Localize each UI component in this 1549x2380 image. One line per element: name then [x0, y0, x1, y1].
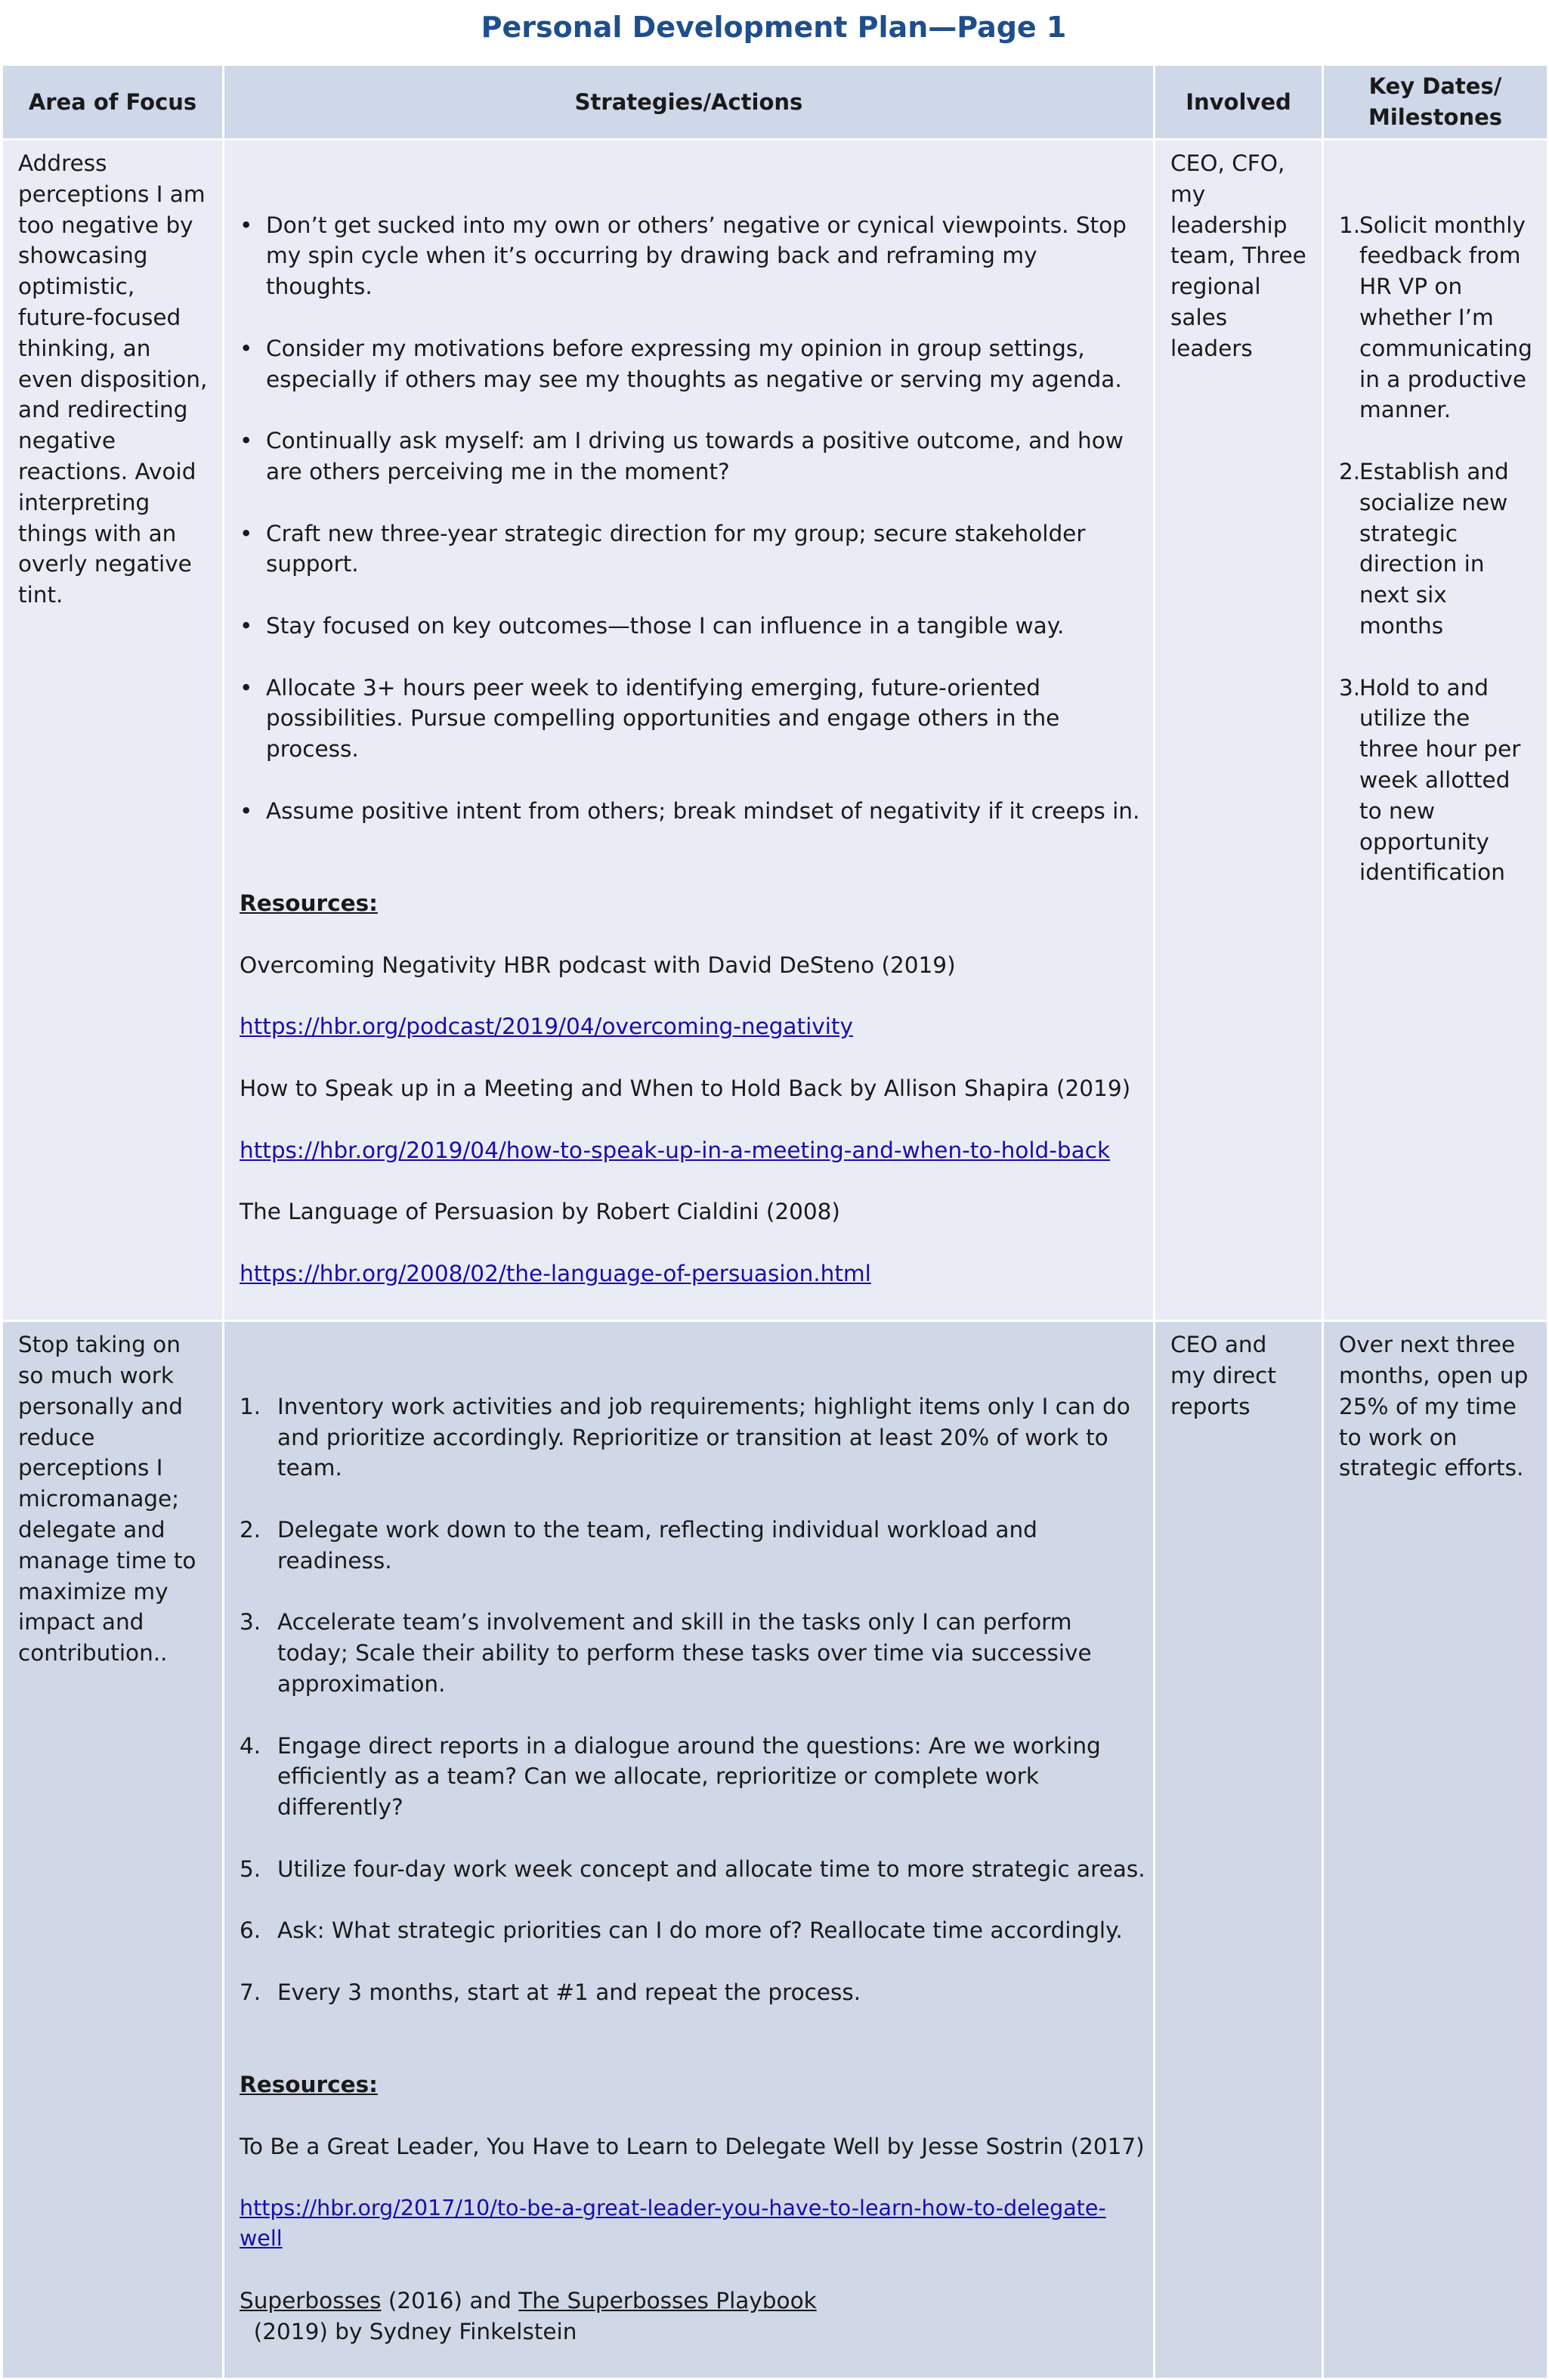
- plan-table: [1, 63, 1549, 2380]
- table-row: [2, 1321, 1548, 2379]
- strategy-item: 7. Every 3 months, start at #1 and repeat the process.: [240, 1979, 861, 2006]
- resource-title: The Language of Persuasion by Robert Cialdini (2008): [240, 1199, 840, 1225]
- book-title: Superbosses: [240, 2287, 382, 2313]
- strategy-item: • Consider my motivations before expressing my opinion in group settings, especially if others may see my thoughts as negative or serving my agenda.: [240, 333, 1146, 395]
- area-text: Stop taking on so much work personally and reduce perceptions I micromanage; delegate and manage time to maximize my impact and contribution..: [18, 1332, 196, 1667]
- header-key-dates-line1: Key Dates/: [1368, 73, 1502, 99]
- strategy-item: 6. Ask: What strategic priorities can I do more of? Reallocate time accordingly.: [240, 1917, 1123, 1944]
- resource-link[interactable]: https://hbr.org/podcast/2019/04/overcoming-negativity: [240, 1014, 853, 1040]
- book-title: The Superbosses Playbook: [518, 2287, 817, 2313]
- strategy-item: 1. Inventory work activities and job requirements; highlight items only I can do and prioritize accordingly. Reprioritize or transition at least 20% of work to team.: [240, 1393, 1130, 1481]
- milestones-cell: [1323, 1321, 1548, 2379]
- strategies-cell: [224, 1321, 1155, 2379]
- strategy-item: • Continually ask myself: am I driving us towards a positive outcome, and how are others perceiving me in the moment?: [240, 426, 1146, 487]
- strategy-item: 2. Delegate work down to the team, reflecting individual workload and readiness.: [240, 1517, 1037, 1574]
- milestone-list: [1339, 179, 1533, 919]
- header-area: Area of Focus: [2, 65, 224, 140]
- milestones-cell: [1323, 140, 1548, 1321]
- strategies-cell: [224, 140, 1155, 1321]
- involved-cell: [1155, 1321, 1323, 2379]
- strategy-item: 3. Accelerate team’s involvement and skill in the tasks only I can perform today; Scale their ability to perform these tasks over time via successive approximation.: [240, 1609, 1092, 1698]
- header-key-dates-line2: Milestones: [1368, 104, 1503, 130]
- resource-link[interactable]: https://hbr.org/2017/10/to-be-a-great-leader-you-have-to-learn-how-to-delegate-well: [240, 2195, 1106, 2252]
- resources-heading: Resources:: [240, 890, 378, 917]
- involved-cell: [1155, 140, 1323, 1321]
- milestone-item: 2. Establish and socialize new strategic direction in next six months: [1339, 458, 1509, 639]
- strategy-item: • Craft new three-year strategic direction for my group; secure stakeholder support.: [240, 518, 1146, 580]
- strategy-item: • Stay focused on key outcomes—those I can influence in a tangible way.: [240, 611, 1146, 642]
- strategy-item: • Assume positive intent from others; break mindset of negativity if it creeps in.: [240, 796, 1146, 827]
- involved-text: CEO and my direct reports: [1170, 1332, 1276, 1419]
- strategy-list: [240, 1360, 1146, 2039]
- resource-link[interactable]: https://hbr.org/2008/02/the-language-of-persuasion.html: [240, 1260, 871, 1286]
- resource-link[interactable]: https://hbr.org/2019/04/how-to-speak-up-in-a-meeting-and-when-to-hold-back: [240, 1137, 1111, 1163]
- resources-heading: Resources:: [240, 2072, 378, 2098]
- resource-title: To Be a Great Leader, You Have to Learn to Delegate Well by Jesse Sostrin (2017): [240, 2134, 1145, 2159]
- strategy-list: [240, 179, 1146, 858]
- header-key-dates: [1323, 65, 1548, 140]
- involved-text: CEO, CFO, my leadership team, Three regional sales leaders: [1170, 150, 1306, 361]
- resource-books: Superbosses (2016) and The Superbosses Playbook (2019) by Sydney Finkelstein: [240, 2287, 817, 2344]
- page-title: Personal Development Plan—Page 1: [481, 11, 1067, 44]
- strategy-item: 4. Engage direct reports in a dialogue around the questions: Are we working efficiently as a team? Can we allocate, reprioritize or complete work differently?: [240, 1732, 1101, 1821]
- area-text: Address perceptions I am too negative by showcasing optimistic, future-focused thinking, an even disposition, and redirecting negative reactions. Avoid interpreting things with an overly negative tint.: [18, 150, 208, 608]
- area-cell: [2, 1321, 224, 2379]
- milestone-item: 3. Hold to and utilize the three hour per week allotted to new opportunity identification: [1339, 674, 1521, 886]
- resource-title: Overcoming Negativity HBR podcast with David DeSteno (2019): [240, 952, 956, 978]
- header-involved: Involved: [1155, 65, 1323, 140]
- milestone-text: Over next three months, open up 25% of my time to work on strategic efforts.: [1339, 1332, 1529, 1481]
- resource-title: How to Speak up in a Meeting and When to Hold Back by Allison Shapira (2019): [240, 1075, 1131, 1101]
- header-strategies: Strategies/Actions: [224, 65, 1155, 140]
- table-row: [2, 140, 1548, 1321]
- strategy-item: 5. Utilize four-day work week concept and allocate time to more strategic areas.: [240, 1855, 1146, 1882]
- milestone-item: 1. Solicit monthly feedback from HR VP on whether I’m communicating in a productive manner.: [1339, 212, 1532, 423]
- strategy-item: • Allocate 3+ hours peer week to identifying emerging, future-oriented possibilities. Pursue compelling opportunities and engage others in the process.: [240, 673, 1146, 765]
- header-row: [2, 65, 1548, 140]
- strategy-item: • Don’t get sucked into my own or others’ negative or cynical viewpoints. Stop my spin cycle when it’s occurring by drawing back and reframing my thoughts.: [240, 210, 1146, 302]
- area-cell: [2, 140, 224, 1321]
